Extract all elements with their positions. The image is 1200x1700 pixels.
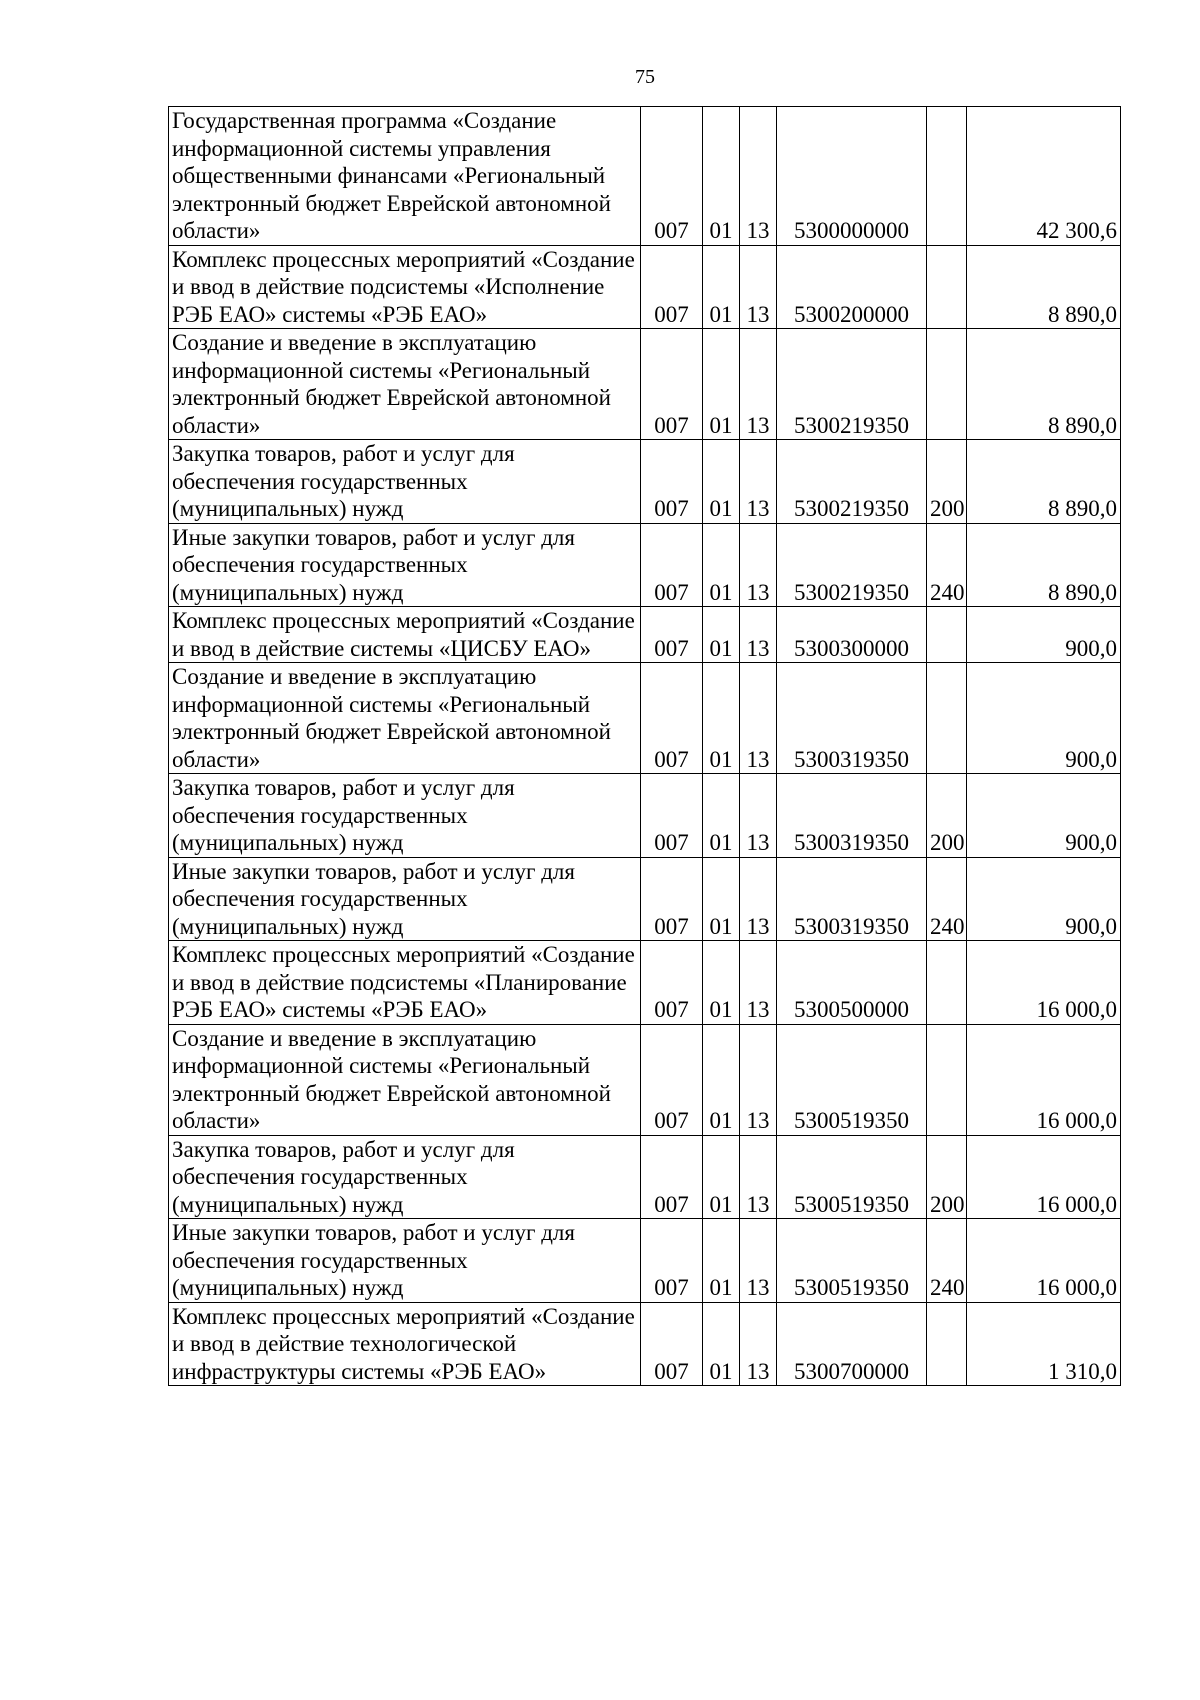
target-article-code: 5300519350 [777,1135,927,1219]
row-name: Комплекс процессных мероприятий «Создание и ввод в действие системы «ЦИСБУ ЕАО» [169,607,641,663]
section-code: 01 [703,107,740,246]
ministry-code: 007 [641,1219,703,1303]
subsection-code: 13 [740,1024,777,1135]
section-code: 01 [703,607,740,663]
table-row [169,774,1121,858]
row-name: Государственная программа «Создание информационной системы управления общественными финансами «Региональный электронный бюджет Еврейской автономной области» [169,107,641,246]
expense-type-code [927,107,967,246]
expense-type-code: 240 [927,1219,967,1303]
row-name: Закупка товаров, работ и услуг для обеспечения государственных (муниципальных) нужд [169,774,641,858]
subsection-code: 13 [740,523,777,607]
subsection-code: 13 [740,1135,777,1219]
target-article-code: 5300319350 [777,663,927,774]
section-code: 01 [703,245,740,329]
section-code: 01 [703,523,740,607]
row-name: Иные закупки товаров, работ и услуг для обеспечения государственных (муниципальных) нужд [169,857,641,941]
table-row [169,245,1121,329]
row-name: Создание и введение в эксплуатацию информационной системы «Региональный электронный бюджет Еврейской автономной области» [169,1024,641,1135]
expense-type-code: 200 [927,774,967,858]
target-article-code: 5300219350 [777,440,927,524]
table-row [169,107,1121,246]
ministry-code: 007 [641,941,703,1025]
ministry-code: 007 [641,329,703,440]
target-article-code: 5300319350 [777,857,927,941]
table-row [169,329,1121,440]
amount: 8 890,0 [967,523,1121,607]
amount: 900,0 [967,857,1121,941]
row-name: Комплекс процессных мероприятий «Создание и ввод в действие технологической инфраструктуры системы «РЭБ ЕАО» [169,1302,641,1386]
expense-type-code [927,941,967,1025]
row-name: Иные закупки товаров, работ и услуг для обеспечения государственных (муниципальных) нужд [169,523,641,607]
ministry-code: 007 [641,523,703,607]
row-name: Комплекс процессных мероприятий «Создание и ввод в действие подсистемы «Исполнение РЭБ ЕАО» системы «РЭБ ЕАО» [169,245,641,329]
row-name: Комплекс процессных мероприятий «Создание и ввод в действие подсистемы «Планирование РЭБ ЕАО» системы «РЭБ ЕАО» [169,941,641,1025]
table-row [169,1219,1121,1303]
row-name: Иные закупки товаров, работ и услуг для обеспечения государственных (муниципальных) нужд [169,1219,641,1303]
target-article-code: 5300300000 [777,607,927,663]
table-row [169,857,1121,941]
target-article-code: 5300200000 [777,245,927,329]
amount: 1 310,0 [967,1302,1121,1386]
expense-type-code: 240 [927,523,967,607]
expense-type-code: 200 [927,440,967,524]
section-code: 01 [703,1024,740,1135]
amount: 900,0 [967,607,1121,663]
expense-type-code [927,663,967,774]
expense-type-code [927,1302,967,1386]
subsection-code: 13 [740,329,777,440]
target-article-code: 5300519350 [777,1219,927,1303]
amount: 8 890,0 [967,329,1121,440]
budget-table [168,106,1121,1386]
amount: 42 300,6 [967,107,1121,246]
row-name: Создание и введение в эксплуатацию информационной системы «Региональный электронный бюджет Еврейской автономной области» [169,329,641,440]
target-article-code: 5300519350 [777,1024,927,1135]
subsection-code: 13 [740,1219,777,1303]
table-row [169,440,1121,524]
ministry-code: 007 [641,774,703,858]
amount: 900,0 [967,663,1121,774]
amount: 16 000,0 [967,941,1121,1025]
subsection-code: 13 [740,607,777,663]
table-row [169,941,1121,1025]
section-code: 01 [703,941,740,1025]
table-row [169,607,1121,663]
amount: 16 000,0 [967,1024,1121,1135]
section-code: 01 [703,1302,740,1386]
section-code: 01 [703,1135,740,1219]
ministry-code: 007 [641,857,703,941]
row-name: Создание и введение в эксплуатацию информационной системы «Региональный электронный бюджет Еврейской автономной области» [169,663,641,774]
row-name: Закупка товаров, работ и услуг для обеспечения государственных (муниципальных) нужд [169,1135,641,1219]
table-row [169,1135,1121,1219]
subsection-code: 13 [740,1302,777,1386]
expense-type-code [927,607,967,663]
target-article-code: 5300319350 [777,774,927,858]
table-row [169,1024,1121,1135]
ministry-code: 007 [641,1302,703,1386]
subsection-code: 13 [740,663,777,774]
subsection-code: 13 [740,107,777,246]
amount: 900,0 [967,774,1121,858]
target-article-code: 5300500000 [777,941,927,1025]
section-code: 01 [703,857,740,941]
section-code: 01 [703,329,740,440]
section-code: 01 [703,663,740,774]
amount: 8 890,0 [967,245,1121,329]
row-name: Закупка товаров, работ и услуг для обеспечения государственных (муниципальных) нужд [169,440,641,524]
ministry-code: 007 [641,1024,703,1135]
amount: 16 000,0 [967,1135,1121,1219]
ministry-code: 007 [641,1135,703,1219]
section-code: 01 [703,1219,740,1303]
table-row [169,1302,1121,1386]
target-article-code: 5300219350 [777,523,927,607]
target-article-code: 5300700000 [777,1302,927,1386]
amount: 8 890,0 [967,440,1121,524]
expense-type-code [927,329,967,440]
page-number: 75 [635,66,655,88]
subsection-code: 13 [740,857,777,941]
table-row [169,523,1121,607]
expense-type-code: 200 [927,1135,967,1219]
subsection-code: 13 [740,440,777,524]
ministry-code: 007 [641,440,703,524]
ministry-code: 007 [641,607,703,663]
ministry-code: 007 [641,107,703,246]
target-article-code: 5300000000 [777,107,927,246]
ministry-code: 007 [641,663,703,774]
expense-type-code: 240 [927,857,967,941]
section-code: 01 [703,440,740,524]
section-code: 01 [703,774,740,858]
expense-type-code [927,1024,967,1135]
ministry-code: 007 [641,245,703,329]
subsection-code: 13 [740,774,777,858]
amount: 16 000,0 [967,1219,1121,1303]
subsection-code: 13 [740,245,777,329]
table-row [169,663,1121,774]
target-article-code: 5300219350 [777,329,927,440]
subsection-code: 13 [740,941,777,1025]
expense-type-code [927,245,967,329]
